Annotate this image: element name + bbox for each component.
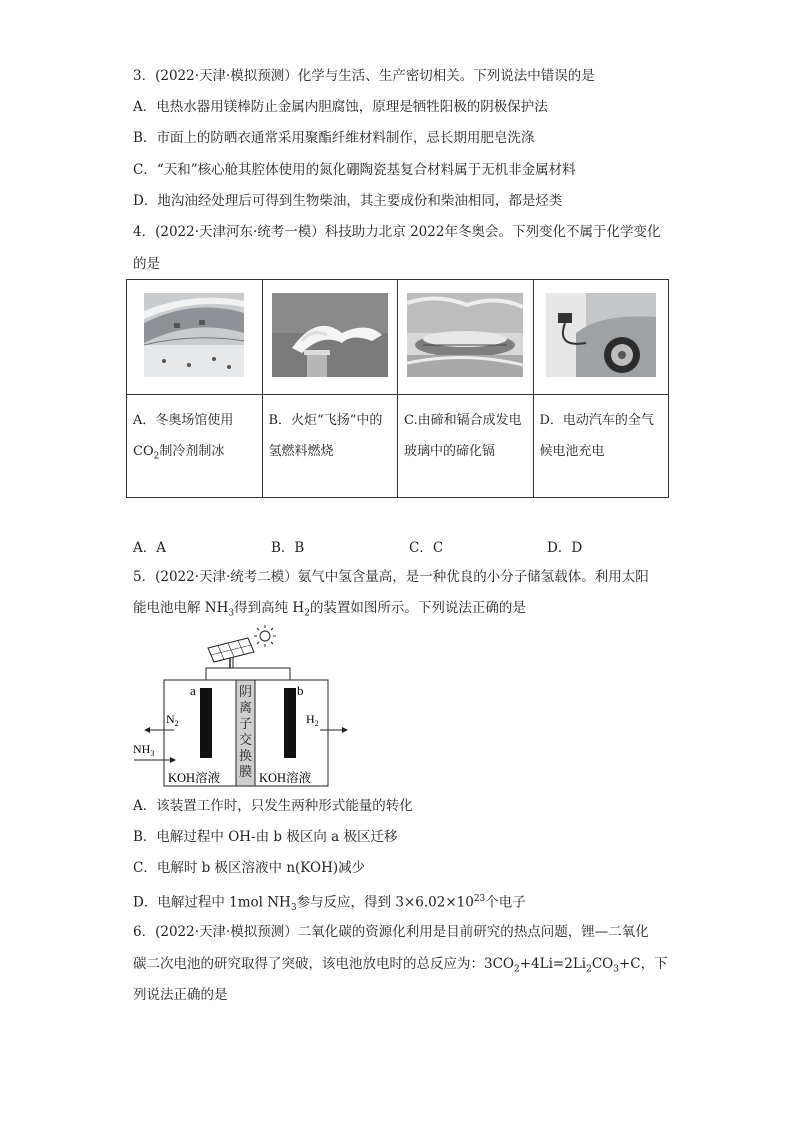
ice-rink-photo: [144, 293, 244, 377]
q4-option-c-cell: C.由碲和镉合成发电玻璃中的碲化镉: [398, 395, 534, 498]
q6-stem2-s3: 3: [613, 964, 619, 975]
q4-option-a-post: 制冷剂制冰: [159, 444, 225, 459]
q4-stem-line1: 4．(2022·天津河东·统考一模）科技助力北京 2022年冬奥会。下列变化不属于化学变化: [133, 224, 661, 240]
membrane-char-1: 阴: [238, 684, 253, 699]
h2-sub: 2: [314, 719, 319, 728]
sun-icon: [254, 625, 276, 647]
q6-stem2-s1: 2: [514, 964, 520, 975]
nh3-label: NH: [133, 742, 151, 756]
q3-option-b: B．市面上的防晒衣通常采用聚酯纤维材料制作，忌长期用肥皂洗涤: [133, 130, 535, 146]
q6-stem2-pre: 碳二次电池的研究取得了突破，该电池放电时的总反应为：3CO: [133, 956, 514, 972]
q4-answer-b: B．B: [271, 540, 305, 556]
membrane-char-5: 换: [238, 748, 253, 763]
q4-answer-c: C．C: [409, 540, 444, 556]
membrane-char-6: 膜: [238, 764, 253, 779]
left-solution-label: KOH溶液: [168, 771, 221, 785]
q4-option-a-pre: A．冬奥场馆使用CO: [133, 413, 234, 459]
q5-stem2-post: 的装置如图所示。下列说法正确的是: [309, 600, 526, 616]
q4-image-d-cell: [533, 280, 669, 395]
q3-stem: 3．(2022·天津·模拟预测）化学与生活、生产密切相关。下列说法中错误的是: [133, 68, 595, 84]
q5-option-b: B．电解过程中 OH-由 b 极区向 a 极区迁移: [133, 829, 398, 845]
q4-stem-line2: 的是: [133, 256, 160, 272]
q5-d-mid: 参与反应，得到 3×6.02×10: [296, 894, 474, 911]
h2-label: H: [306, 712, 315, 726]
electrode-a: [200, 688, 212, 758]
right-solution-label: KOH溶液: [259, 771, 312, 785]
n2-sub: 2: [174, 719, 179, 728]
torch-photo: [272, 293, 388, 377]
electric-car-photo: [546, 293, 656, 377]
svg-text:NH3: [133, 742, 154, 758]
q4-image-b-cell: [262, 280, 398, 395]
q6-stem-line3: 列说法正确的是: [133, 987, 228, 1003]
q4-answer-d: D．D: [547, 540, 583, 556]
electrode-b-label: b: [297, 683, 304, 698]
n2-label: N: [166, 712, 175, 726]
electrolysis-diagram: [130, 622, 360, 794]
q4-image-a-cell: [127, 280, 263, 395]
membrane-char-2: 离: [238, 700, 253, 715]
q5-stem2-sub2: 2: [304, 608, 310, 619]
q4-option-b-cell: B．火炬“飞扬”中的氢燃料燃烧: [262, 395, 398, 498]
q6-stem-line1: 6．(2022·天津·模拟预测）二氧化碳的资源化利用是目前研究的热点问题，锂—二氧化: [133, 924, 649, 940]
q3-option-a: A．电热水器用镁棒防止金属内胆腐蚀，原理是牺牲阳极的阴极保护法: [133, 99, 548, 115]
q5-d-post: 个电子: [485, 894, 526, 911]
q4-answer-a: A．A: [133, 540, 166, 556]
q5-d-sup: 23: [473, 894, 486, 904]
q6-stem2-mid: +4Li=2Li: [519, 956, 587, 972]
stadium-photo: [407, 293, 523, 377]
q5-d-sub: 3: [290, 903, 297, 914]
q3-option-d: D．地沟油经处理后可得到生物柴油，其主要成份和柴油相同，都是烃类: [133, 193, 563, 209]
q5-option-d: [133, 889, 526, 918]
q5-stem2-mid: 得到高纯 H: [234, 600, 305, 616]
q6-stem2-s2: 2: [586, 964, 592, 975]
q6-stem2-mid2: CO: [591, 956, 614, 972]
q4-option-a-cell: [127, 395, 263, 498]
q4-image-c-cell: [398, 280, 534, 395]
q5-stem2-sub1: 3: [228, 608, 235, 619]
q5-option-c: C．电解时 b 极区溶液中 n(KOH)减少: [133, 860, 366, 876]
q4-option-d-cell: D．电动汽车的全气候电池充电: [533, 395, 669, 498]
q3-option-c: C．“天和”核心舱其腔体使用的氮化硼陶瓷基复合材料属于无机非金属材料: [133, 162, 576, 178]
q6-stem2-post: +C，下: [618, 956, 668, 972]
nh3-sub: 3: [150, 749, 155, 758]
solar-panel-icon: [208, 638, 254, 668]
electrode-a-label: a: [190, 683, 196, 698]
electrode-b: [284, 688, 296, 758]
q5-d-pre: D．电解过程中 1mol NH: [133, 894, 291, 911]
q4-options-table: [126, 279, 669, 498]
q5-option-a: A．该装置工作时，只发生两种形式能量的转化: [133, 798, 413, 814]
q6-stem-line2: [133, 954, 668, 980]
membrane-char-3: 子: [238, 716, 253, 731]
q5-stem-line1: 5．(2022·天津·统考二模）氨气中氢含量高，是一种优良的小分子储氢载体。利用太阳: [133, 569, 649, 585]
q4-option-a-sub: 2: [153, 451, 160, 462]
q5-stem2-pre: 能电池电解 NH: [133, 600, 229, 616]
membrane-char-4: 交: [238, 732, 253, 747]
q5-stem-line2: [133, 598, 526, 624]
